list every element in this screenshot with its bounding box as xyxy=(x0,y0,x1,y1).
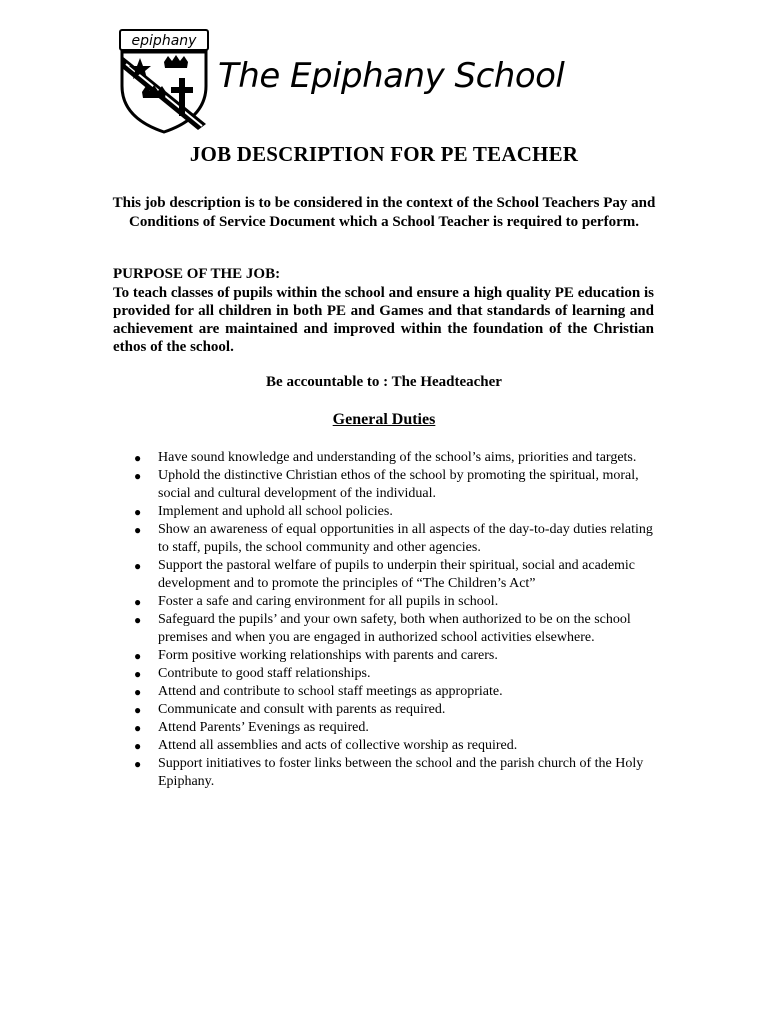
duty-text: Support the pastoral welfare of pupils to underpin their spiritual, social and academic development and to promote the principles of “The Children’s Act” xyxy=(158,558,636,591)
bullet-icon: ● xyxy=(134,703,142,717)
bullet-icon: ● xyxy=(134,757,142,771)
school-name: The Epiphany School xyxy=(218,56,565,96)
duty-item xyxy=(134,719,658,737)
duty-text: Foster a safe and caring environment for all pupils in school. xyxy=(158,594,499,609)
duty-text: Communicate and consult with parents as required. xyxy=(158,702,446,717)
duty-text: Attend Parents’ Evenings as required. xyxy=(158,720,369,735)
duty-text: Contribute to good staff relationships. xyxy=(158,666,371,681)
bullet-icon: ● xyxy=(134,739,142,753)
duty-text: Form positive working relationships with parents and carers. xyxy=(158,648,498,663)
duties-list xyxy=(134,449,658,791)
duty-item xyxy=(134,449,658,467)
duty-text: Attend and contribute to school staff meetings as appropriate. xyxy=(158,684,503,699)
duty-text: Show an awareness of equal opportunities in all aspects of the day-to-day duties relating to staff, pupils, the school community and other agencies. xyxy=(158,522,653,555)
intro-paragraph: This job description is to be considered in the context of the School Teachers Pay and Conditions of Service Document which a School Teacher is required to perform. xyxy=(112,195,656,230)
duty-text: Support initiatives to foster links between the school and the parish church of the Holy Epiphany. xyxy=(158,756,644,789)
bullet-icon: ● xyxy=(134,649,142,663)
duty-text: Attend all assemblies and acts of collective worship as required. xyxy=(158,738,518,753)
bullet-icon: ● xyxy=(134,505,142,519)
duty-item xyxy=(134,647,658,665)
duty-item xyxy=(134,611,658,647)
bullet-icon: ● xyxy=(134,523,142,537)
purpose-paragraph: To teach classes of pupils within the school and ensure a high quality PE education is provided for all children in both PE and Games and that standards of learning and achievement are maintained and improved within the foundation of the Christian ethos of the school. xyxy=(113,285,654,355)
duty-text: Safeguard the pupils’ and your own safety, both when authorized to be on the school premises and when you are engaged in authorized school activities elsewhere. xyxy=(158,612,631,645)
bullet-icon: ● xyxy=(134,469,142,483)
duty-item xyxy=(134,683,658,701)
duty-item xyxy=(134,755,658,791)
general-duties-heading: General Duties xyxy=(332,411,436,428)
bullet-icon: ● xyxy=(134,559,142,573)
duty-item xyxy=(134,503,658,521)
duty-text: Uphold the distinctive Christian ethos of the school by promoting the spiritual, moral, social and cultural development of the individual. xyxy=(158,468,639,501)
bullet-icon: ● xyxy=(134,667,142,681)
school-header xyxy=(116,26,636,136)
document-title: JOB DESCRIPTION FOR PE TEACHER xyxy=(189,142,579,166)
bullet-icon: ● xyxy=(134,451,142,465)
duty-text: Implement and uphold all school policies. xyxy=(158,504,393,519)
duty-text: Have sound knowledge and understanding of the school’s aims, priorities and targets. xyxy=(158,450,637,465)
duty-item xyxy=(134,701,658,719)
duty-item xyxy=(134,521,658,557)
purpose-heading: PURPOSE OF THE JOB: xyxy=(113,266,281,282)
duty-item xyxy=(134,737,658,755)
bullet-icon: ● xyxy=(134,595,142,609)
duty-item xyxy=(134,557,658,593)
school-crest-logo xyxy=(116,26,214,134)
duty-item xyxy=(134,665,658,683)
bullet-icon: ● xyxy=(134,613,142,627)
duty-item xyxy=(134,593,658,611)
bullet-icon: ● xyxy=(134,685,142,699)
accountable-line: Be accountable to : The Headteacher xyxy=(266,374,502,390)
duty-item xyxy=(134,467,658,503)
crest-label: epiphany xyxy=(131,33,197,49)
bullet-icon: ● xyxy=(134,721,142,735)
